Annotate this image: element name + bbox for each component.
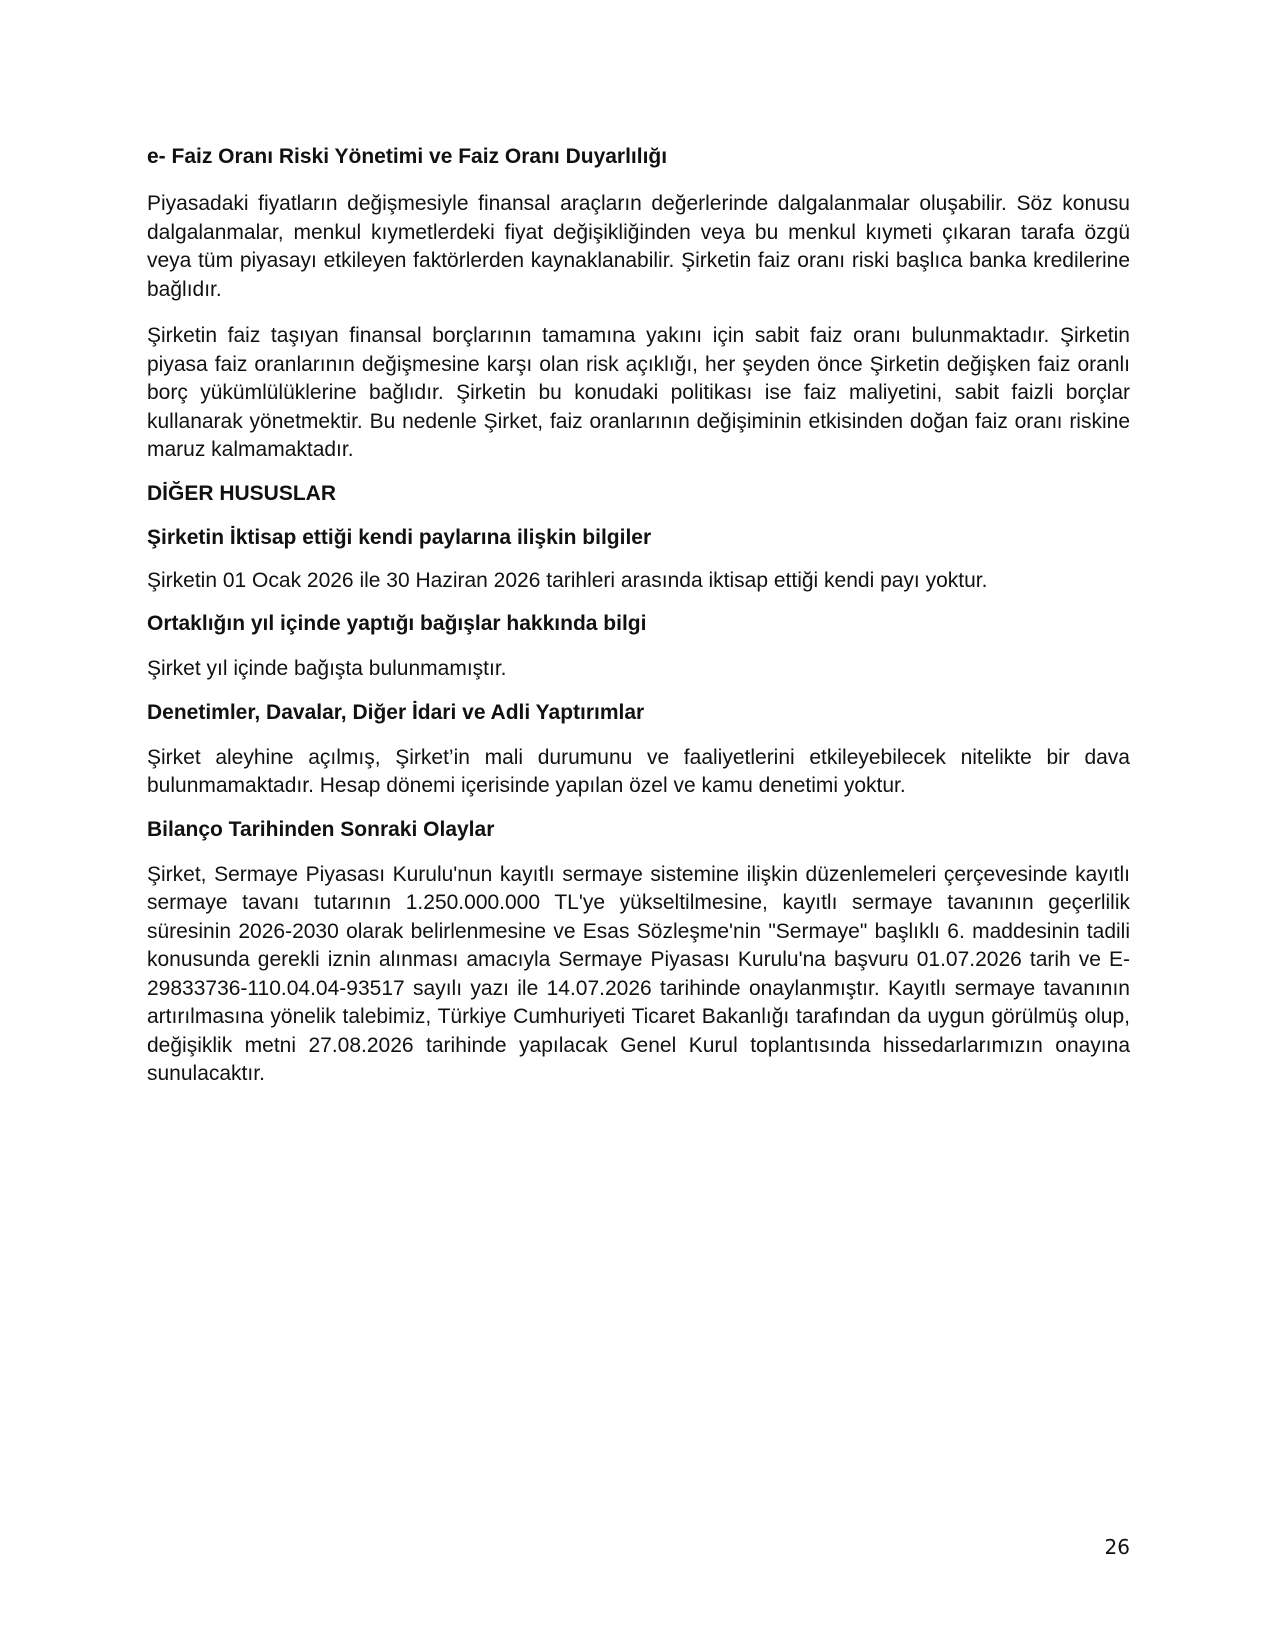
subsequent-events-heading: Bilanço Tarihinden Sonraki Olaylar — [147, 817, 495, 841]
own-shares-heading: Şirketin İktisap ettiği kendi paylarına ilişkin bilgiler — [147, 525, 652, 549]
donations-heading: Ortaklığın yıl içinde yaptığı bağışlar hakkında bilgi — [147, 612, 647, 635]
audits-lawsuits-paragraph: Şirket aleyhine açılmış, Şirket’in mali durumunu ve faaliyetlerini etkileyebilecek nitelikte bir dava bulunmamaktadır. Hesap dönemi içerisinde yapılan özel ve kamu denetimi yoktur. — [147, 745, 1130, 797]
interest-rate-risk-heading: e- Faiz Oranı Riski Yönetimi ve Faiz Oranı Duyarlılığı — [147, 145, 668, 168]
interest-rate-risk-paragraph-2: Şirketin faiz taşıyan finansal borçlarının tamamına yakını için sabit faiz oranı bulunmaktadır. Şirketin piyasa faiz oranlarının değişmesine karşı olan risk açıklığı, her şeyden önce Şirketin değişken faiz oranlı borç yükümlülüklerine bağlıdır. Şirketin bu konudaki politikası ise faiz maliyetini, sabit faizli borçlar kullanarak yönetmektir. Bu nedenle Şirket, faiz oranlarının değişiminin etkisinden doğan faiz oranı riskine maruz kalmamaktadır. — [147, 324, 1130, 461]
subsequent-events-paragraph: Şirket, Sermaye Piyasası Kurulu'nun kayıtlı sermaye sistemine ilişkin düzenlemeleri çerçevesinde kayıtlı sermaye tavanı tutarının 1.250.000.000 TL'ye yükseltilmesine, kayıtlı sermaye tavanının geçerlilik süresinin 2026-2030 olarak belirlenmesine ve Esas Sözleşme'nin "Sermaye" başlıklı 6. maddesinin tadili konusunda gerekli iznin alınması amacıyla Sermaye Piyasası Kurulu'na başvuru 01.07.2026 tarih ve E-29833736-110.04.04-93517 sayılı yazı ile 14.07.2026 tarihinde onaylanmıştır. Kayıtlı sermaye tavanının artırılmasına yönelik talebimiz, Türkiye Cumhuriyeti Ticaret Bakanlığı tarafından da uygun görülmüş olup, değişiklik metni 27.08.2026 tarihinde yapılacak Genel Kurul toplantısında hissedarlarımızın onayına sunulacaktır. — [147, 862, 1130, 1085]
other-matters-heading: DİĞER HUSUSLAR — [147, 481, 337, 505]
audits-lawsuits-heading: Denetimler, Davalar, Diğer İdari ve Adli Yaptırımlar — [147, 700, 645, 724]
document-page — [147, 142, 1130, 1089]
page-number: 26 — [1104, 1535, 1130, 1559]
own-shares-paragraph: Şirketin 01 Ocak 2026 ile 30 Haziran 2026 tarihleri arasında iktisap ettiği kendi payı yoktur. — [147, 568, 988, 592]
interest-rate-risk-paragraph-1: Piyasadaki fiyatların değişmesiyle finansal araçların değerlerinde dalgalanmalar oluşabilir. Söz konusu dalgalanmalar, menkul kıymetlerdeki fiyat değişikliğinden veya bu menkul kıymeti çıkaran tarafa özgü veya tüm piyasayı etkileyen faktörlerden kaynaklanabilir. Şirketin faiz oranı riski başlıca banka kredilerine bağlıdır. — [147, 192, 1130, 301]
donations-paragraph: Şirket yıl içinde bağışta bulunmamıştır. — [147, 657, 507, 680]
